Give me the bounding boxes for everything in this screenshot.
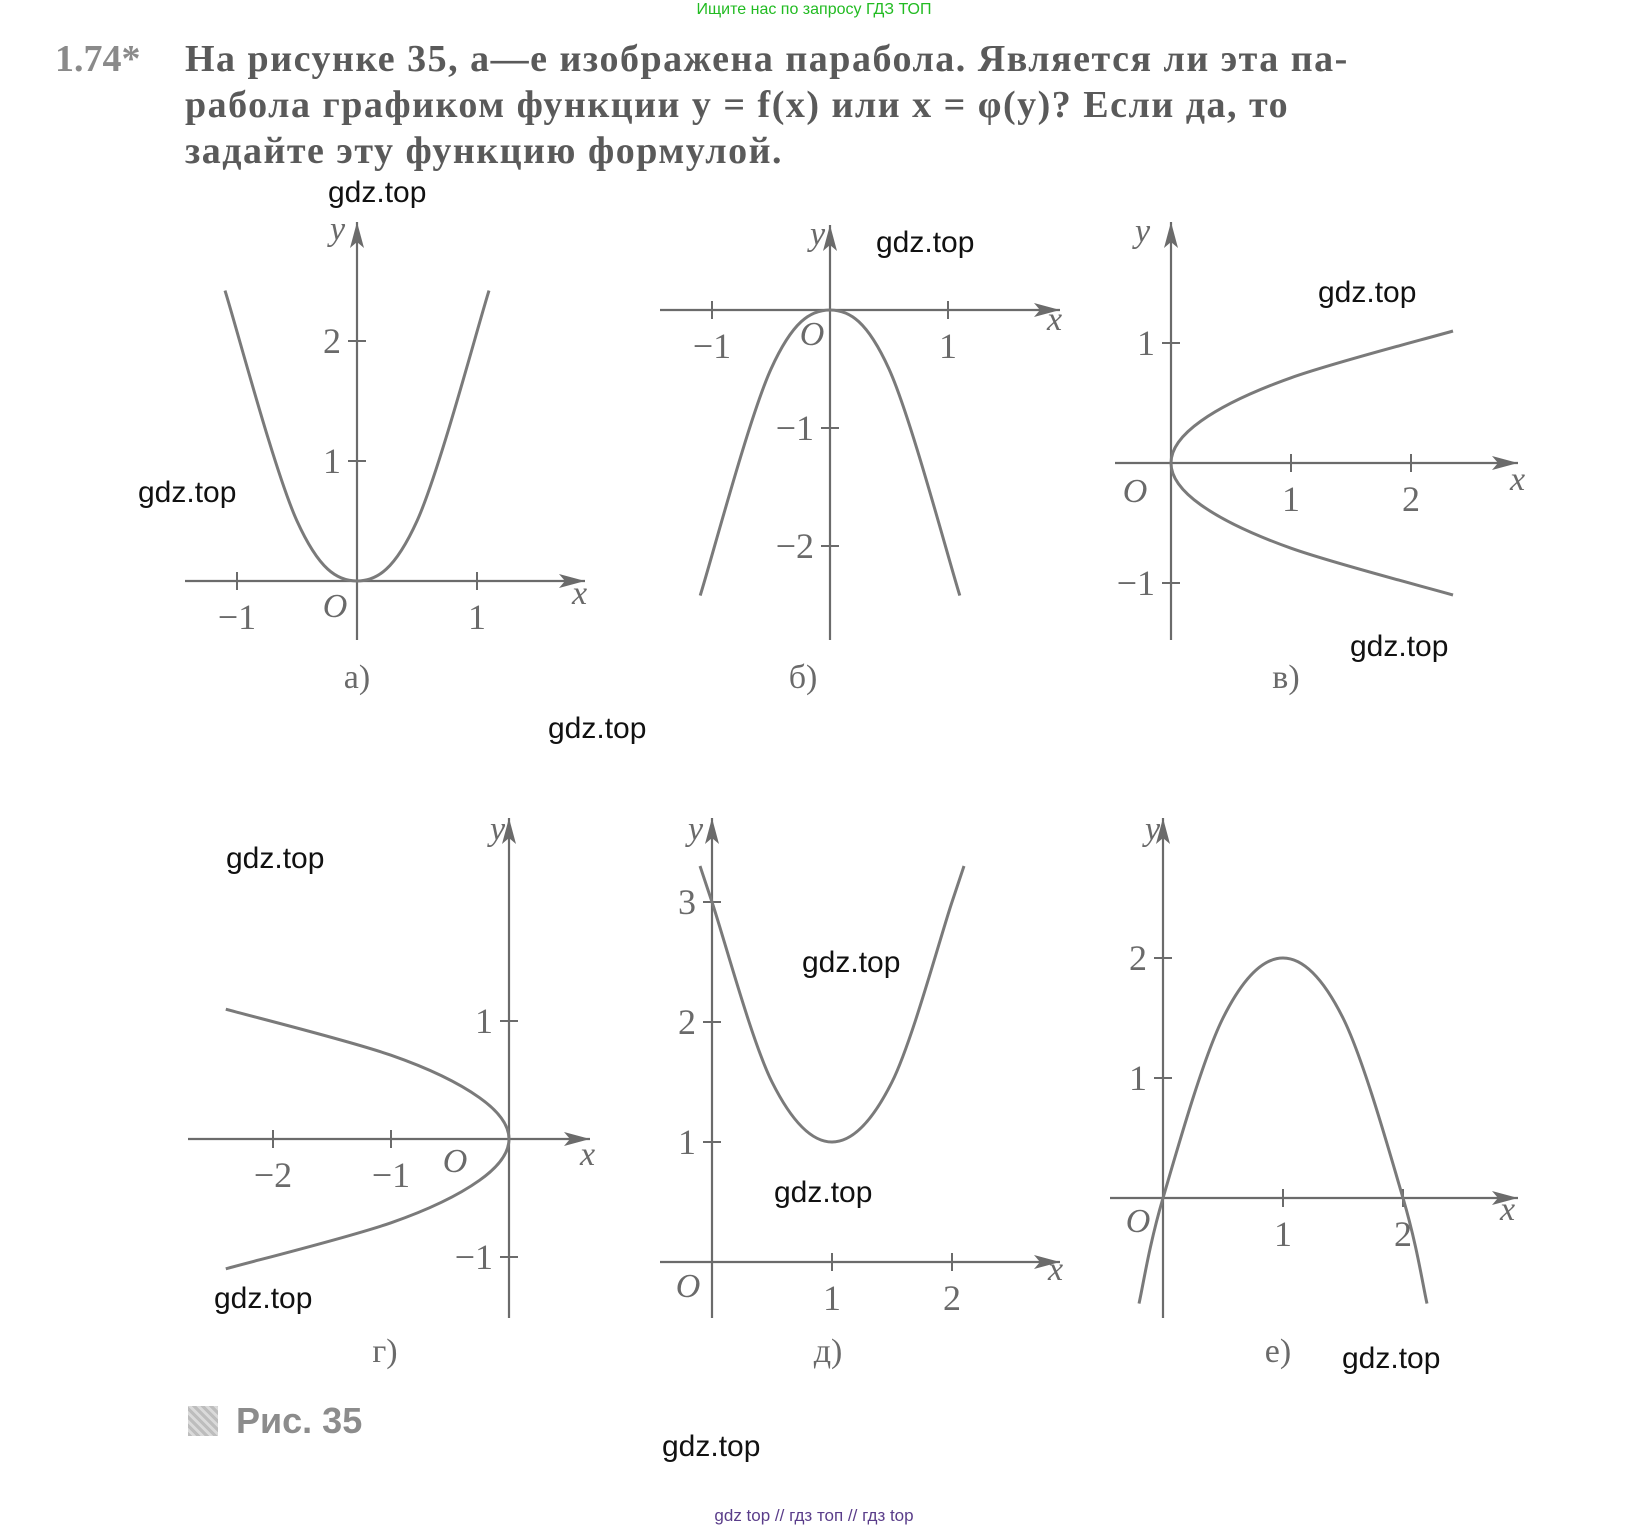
y-tick-label: 2 [323, 321, 341, 361]
y-axis-label: y [330, 211, 346, 248]
watermark: gdz.top [1318, 276, 1417, 309]
caption-square-icon [188, 1406, 218, 1436]
watermark: gdz.top [226, 842, 325, 875]
panel-label: в) [1272, 659, 1300, 696]
x-axis-label: x [580, 1136, 596, 1173]
y-axis-label: y [688, 811, 704, 848]
y-tick-label: 1 [323, 441, 341, 481]
chart-panel [660, 811, 1063, 1370]
x-axis-label: x [572, 575, 588, 612]
x-tick-label: −1 [371, 1155, 411, 1195]
y-tick-label: 1 [475, 1001, 493, 1041]
panel-label: г) [372, 1333, 398, 1370]
x-tick-label: 2 [1394, 1214, 1412, 1254]
x-tick-label: 1 [1282, 479, 1300, 519]
x-tick-label: −1 [217, 597, 257, 637]
y-tick-label: 3 [678, 882, 696, 922]
watermark: gdz.top [662, 1430, 761, 1463]
y-tick-label: −1 [1116, 563, 1155, 603]
y-axis-label: y [810, 216, 826, 253]
x-axis-label: x [1500, 1191, 1516, 1228]
x-tick-label: 1 [939, 326, 957, 366]
y-axis-label: y [1135, 213, 1151, 250]
watermark: gdz.top [1350, 630, 1449, 663]
x-tick-label: 2 [1402, 479, 1420, 519]
search-banner[interactable]: Ищите нас по запросу ГДЗ ТОП [696, 1, 932, 18]
problem-line: задайте эту функцию формулой. [185, 130, 783, 172]
watermark: gdz.top [328, 176, 427, 209]
origin-label: O [322, 588, 348, 625]
x-axis-label: x [1048, 1251, 1064, 1288]
panel-label: б) [788, 659, 818, 696]
y-tick-label: 1 [678, 1122, 696, 1162]
y-tick-label: −2 [775, 526, 814, 566]
watermark: gdz.top [802, 946, 901, 979]
problem-line: рабола графиком функции y = f(x) или x = φ(y)? Если да, то [185, 84, 1290, 126]
x-tick-label: 1 [1274, 1214, 1292, 1254]
origin-label: O [442, 1143, 468, 1180]
y-axis-label: y [1145, 811, 1161, 848]
footer-links[interactable]: gdz top // гдз топ // гдз top [714, 1506, 914, 1525]
y-tick-label: 1 [1137, 323, 1155, 363]
watermark: gdz.top [548, 712, 647, 745]
y-tick-label: 1 [1129, 1058, 1147, 1098]
figure-caption-text: Рис. 35 [236, 1400, 363, 1441]
y-tick-label: −1 [454, 1237, 493, 1277]
parabola-curve [700, 866, 964, 1142]
y-tick-label: 2 [1129, 938, 1147, 978]
x-axis-label: x [1510, 461, 1526, 498]
y-tick-label: 2 [678, 1002, 696, 1042]
origin-label: O [675, 1268, 701, 1305]
panel-label: д) [813, 1333, 843, 1370]
chart-panel [1110, 811, 1518, 1370]
origin-label: O [799, 316, 825, 353]
problem-number: 1.74* [55, 38, 141, 80]
x-tick-label: −2 [253, 1155, 293, 1195]
watermark: gdz.top [214, 1282, 313, 1315]
chart-panel [185, 211, 587, 696]
figure-caption [188, 1400, 362, 1442]
origin-label: O [1122, 473, 1148, 510]
x-tick-label: 2 [943, 1278, 961, 1318]
x-tick-label: 1 [823, 1278, 841, 1318]
y-tick-label: −1 [775, 408, 814, 448]
watermark: gdz.top [1342, 1342, 1441, 1375]
watermark: gdz.top [876, 226, 975, 259]
chart-panel [660, 216, 1062, 696]
x-tick-label: −1 [692, 326, 732, 366]
watermark: gdz.top [774, 1176, 873, 1209]
problem-line: На рисунке 35, а—е изображена парабола. Является ли эта па- [185, 38, 1349, 80]
x-tick-label: 1 [468, 597, 486, 637]
watermark: gdz.top [138, 476, 237, 509]
panel-label: а) [343, 659, 371, 696]
origin-label: O [1125, 1203, 1151, 1240]
y-axis-label: y [490, 811, 506, 848]
x-axis-label: x [1047, 301, 1063, 338]
panel-label: е) [1264, 1333, 1292, 1370]
